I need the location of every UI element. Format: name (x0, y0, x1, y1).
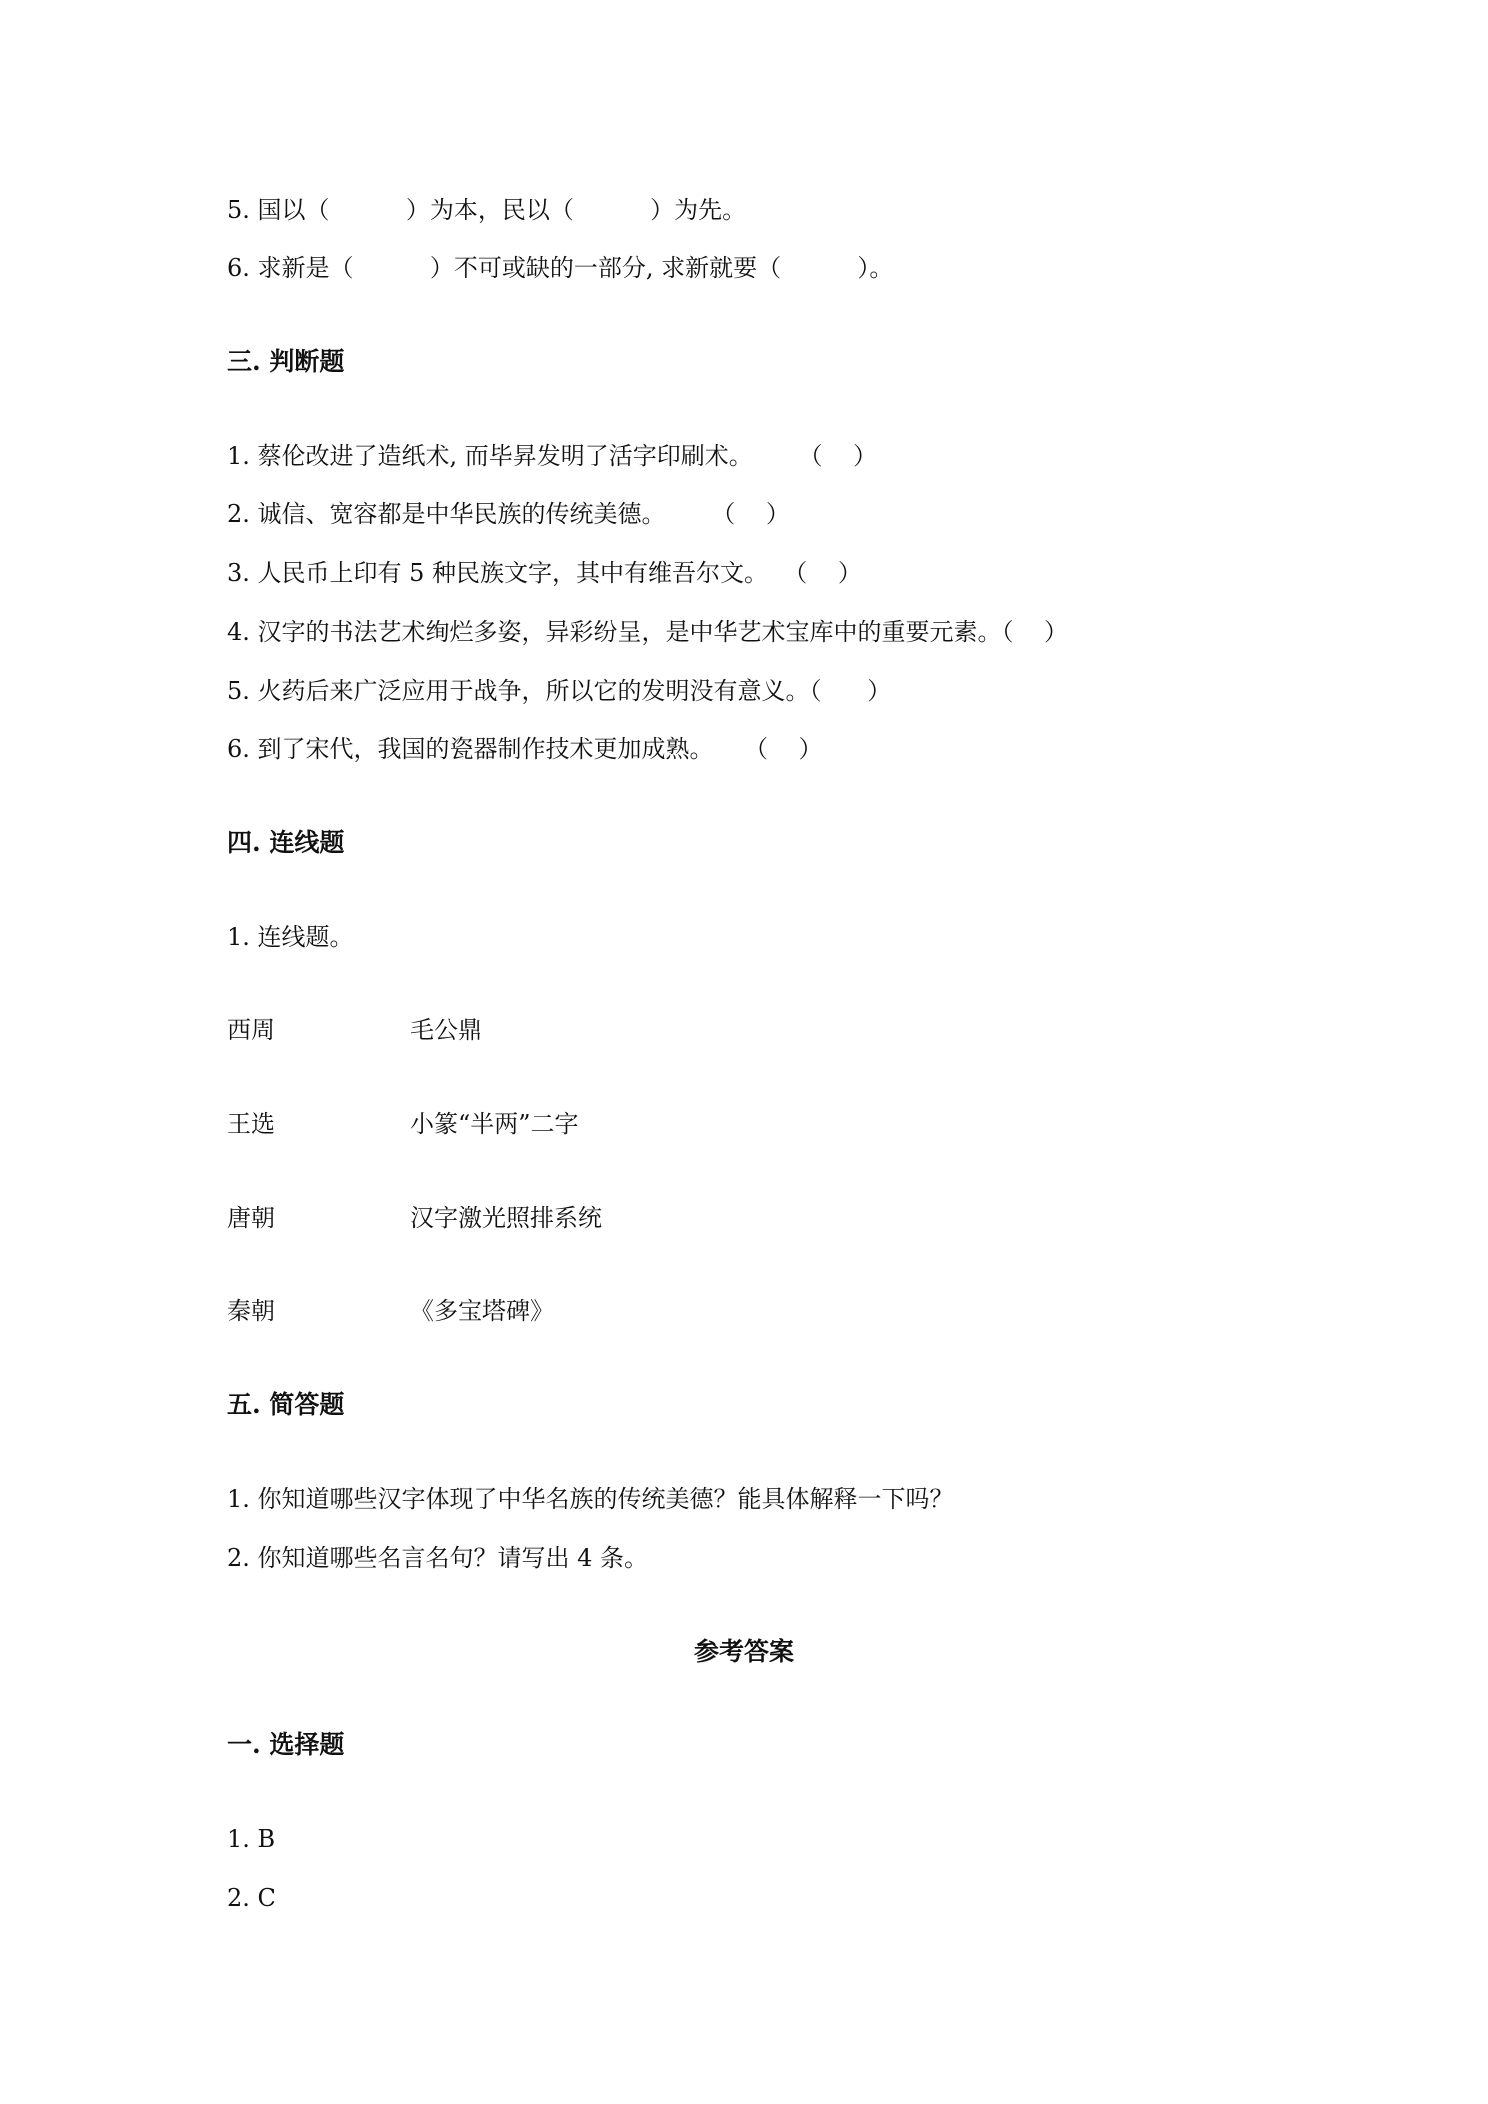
matching-right-item: 汉字激光照排系统 (410, 1204, 602, 1232)
section-heading-short-answer: 五. 简答题 (227, 1390, 345, 1419)
matching-left-item: 西周 (227, 1016, 275, 1044)
short-answer-question-2: 2. 你知道哪些名言名句？请写出 4 条。 (227, 1544, 649, 1572)
matching-prompt: 1. 连线题。 (227, 923, 354, 951)
answer-section-heading-multiple-choice: 一. 选择题 (227, 1730, 345, 1759)
short-answer-question-1: 1. 你知道哪些汉字体现了中华名族的传统美德？能具体解释一下吗？ (227, 1485, 954, 1513)
answer-item-2: 2. C (227, 1884, 276, 1912)
matching-left-item: 王选 (227, 1110, 275, 1138)
fill-in-question-5: 5. 国以（ ）为本，民以（ ）为先。 (227, 196, 747, 224)
true-false-question-3: 3. 人民币上印有 5 种民族文字，其中有维吾尔文。 （ ） (227, 559, 862, 587)
matching-right-item: 毛公鼎 (410, 1016, 482, 1044)
section-heading-true-false: 三. 判断题 (227, 347, 345, 376)
answer-item-1: 1. B (227, 1825, 276, 1853)
matching-right-item: 小篆“半两”二字 (410, 1110, 579, 1138)
matching-left-item: 唐朝 (227, 1204, 275, 1232)
true-false-question-6: 6. 到了宋代，我国的瓷器制作技术更加成熟。 （ ） (227, 735, 823, 763)
answer-key-title: 参考答案 (693, 1637, 794, 1666)
fill-in-question-6: 6. 求新是（ ）不可或缺的一部分, 求新就要（ ）。 (227, 254, 894, 282)
matching-left-item: 秦朝 (227, 1297, 275, 1325)
true-false-question-4: 4. 汉字的书法艺术绚烂多姿，异彩纷呈，是中华艺术宝库中的重要元素。（ ） (227, 618, 1069, 646)
true-false-question-5: 5. 火药后来广泛应用于战争，所以它的发明没有意义。（ ） (227, 677, 892, 705)
matching-right-item: 《多宝塔碑》 (410, 1297, 554, 1325)
section-heading-matching: 四. 连线题 (227, 828, 345, 857)
true-false-question-2: 2. 诚信、宽容都是中华民族的传统美德。 （ ） (227, 500, 790, 528)
true-false-question-1: 1. 蔡伦改进了造纸术, 而毕昇发明了活字印刷术。 （ ） (227, 442, 878, 470)
